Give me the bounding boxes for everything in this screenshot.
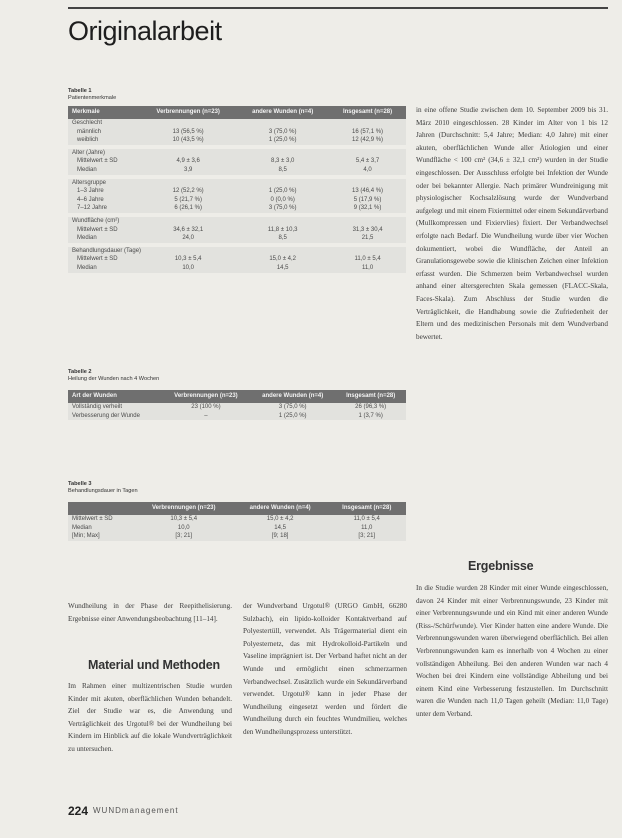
table1-group-row xyxy=(68,149,406,158)
table1-cell: 0 (0,0 %) xyxy=(270,196,295,203)
table-row xyxy=(68,255,406,264)
table3-cell: 14,5 xyxy=(274,524,286,531)
table1-header-cell: Merkmale xyxy=(72,109,100,115)
table2-cell: – xyxy=(204,412,208,419)
table1-cell: 34,6 ± 32,1 xyxy=(173,226,204,233)
table2-body xyxy=(68,403,406,420)
right-column-text xyxy=(416,104,608,529)
table1-cell: 7–12 Jahre xyxy=(77,205,108,212)
table3-cell: 10,0 xyxy=(177,524,190,531)
table1-cell: 3,9 xyxy=(184,166,193,173)
table1-header-cell: andere Wunden (n=4) xyxy=(252,109,314,115)
table1-cell: 12 (52,2 %) xyxy=(172,188,204,195)
table2-caption xyxy=(68,369,159,383)
table1-group-row xyxy=(68,217,406,226)
table1-cell: 6 (26,1 %) xyxy=(174,205,203,212)
table3-header-cell: Insgesamt (n=28) xyxy=(342,505,392,511)
table1-group-row xyxy=(68,179,406,188)
table1-group-gap xyxy=(68,273,406,277)
table1-cell: 5,4 ± 3,7 xyxy=(355,158,380,165)
table1-group-label: Alter (Jahre) xyxy=(72,149,106,156)
table3-caption xyxy=(68,481,138,495)
table1-cell: 3 (75,0 %) xyxy=(268,205,297,212)
table3-cell: 11,0 xyxy=(361,524,373,531)
table-row xyxy=(68,136,406,145)
table-row xyxy=(68,166,406,175)
ergebnisse-heading: Ergebnisse xyxy=(468,559,534,573)
table3-header-cell: Verbrennungen (n=23) xyxy=(151,505,216,511)
table1-group-label: Geschlecht xyxy=(72,120,103,126)
table2 xyxy=(68,390,406,420)
table3-header-row xyxy=(68,502,406,515)
table-row xyxy=(68,532,406,541)
table-row xyxy=(68,157,406,166)
table3-label: Tabelle 3 xyxy=(68,481,92,487)
right-column-paragraph: in eine offene Studie zwischen dem 10. September 2009 bis 31. März 2010 eingeschlossen. 28 Kinder im Alter von 1 bis 12 Jahren (Durchschnitt: 5,4 Jahre; Median: 4,0 Jahre) mit einer akuten, oberflächlichen Wunde aller Ätiologien und einer Wundfläche < 100 cm² (34,6 ± 32,1 cm²) wurden in der Studie eingeschlossen. Der Ausschluss erfolgte bei Infektion der Wunde oder bei bekannter Allergie. Nach primärer Wundreinigung mit physiologischer Kochsalzlösung wurde der Wundverband aufgelegt und mit einem Fixiermittel oder einem Sekundärverband (Mullkompressen und Fixiervlies) fixiert. Der Verbandwechsel erfolgte nach Bedarf. Die Wundheilung wurde über vier Wochen dokumentiert, wobei die Wundfläche, der Anteil an Granulationsgewebe sowie die klinischen Zeichen einer Infektion erfasst wurden. Die Schmerzen beim Verbandwechsel wurden anhand einer altersgerechten Skala gemessen (FLACC-Skala, Faces-Skala). Zum Abschluss der Studie wurden die Verträglichkeit, die Handhabung sowie die Zufriedenheit der Eltern und des medizinischen Personals mit dem Wundverband bewertet. xyxy=(416,106,608,341)
table1-cell: 9 (32,1 %) xyxy=(353,205,382,212)
table1-cell: 16 (57,1 %) xyxy=(352,128,384,135)
table1-header-row xyxy=(68,106,406,119)
table1-cell: 14,5 xyxy=(276,264,289,271)
table3 xyxy=(68,502,406,541)
table1-label: Tabelle 1 xyxy=(68,88,92,94)
table2-cell: Verbesserung der Wunde xyxy=(72,412,140,419)
table1-cell: 10 (43,5 %) xyxy=(172,137,204,144)
table2-header-cell: andere Wunden (n=4) xyxy=(262,393,324,399)
table-row xyxy=(68,515,406,524)
table1-cell: weiblich xyxy=(77,137,99,144)
table1-cell: 1 (25,0 %) xyxy=(268,137,297,144)
table3-body xyxy=(68,515,406,541)
table3-cell: Mittelwert ± SD xyxy=(72,516,113,522)
journal-name: WUNDmanagement xyxy=(93,806,179,815)
table1-cell: Median xyxy=(77,235,97,242)
table1-body xyxy=(68,119,406,277)
table2-cell: Vollständig verheilt xyxy=(72,404,123,410)
bottom-middle-paragraph: der Wundverband Urgotul® (URGO GmbH, 66280 Sulzbach), ein lipido-kolloider Kontaktverband auf Polyestertüll, verwendet. Als Trägermaterial dient ein Polyesternetz, das mit Hydrokolloid-Partikeln und Vaseline imprägniert ist. Der Verband haftet nicht an der Wunde und ermöglicht einen schmerzarmen Verbandwechsel. Zusätzlich wurde ein Sekundärverband verwendet. Urgotul® kann in jeder Phase der Wundheilung eingesetzt werden und fördert die Wundheilung durch ein feuchtes Wundmilieu, welches den Wundheilungsprozess unterstützt. xyxy=(243,602,407,736)
table1-cell: männlich xyxy=(77,128,102,135)
table1-cell: Median xyxy=(77,264,97,271)
table2-header-cell: Insgesamt (n=28) xyxy=(346,393,396,399)
table3-cell: [Min; Max] xyxy=(72,533,100,540)
header-rule xyxy=(68,7,608,9)
table1-cell: 1–3 Jahre xyxy=(77,188,104,195)
table2-caption-text: Heilung der Wunden nach 4 Wochen xyxy=(68,376,160,382)
material-methoden-heading: Material und Methoden xyxy=(88,658,220,672)
table3-cell: [3; 21] xyxy=(175,533,193,540)
table2-cell: 26 (96,3 %) xyxy=(355,404,387,410)
table1-cell: 31,3 ± 30,4 xyxy=(352,226,383,233)
table1-cell: 10,0 xyxy=(182,264,195,271)
table1-cell: 11,0 xyxy=(361,264,374,271)
table1-cell: Mittelwert ± SD xyxy=(77,226,118,233)
table1-header-cell: Insgesamt (n=28) xyxy=(342,109,393,115)
table2-header-row xyxy=(68,390,406,403)
table2-cell: 23 (100 %) xyxy=(191,404,221,410)
table1-caption xyxy=(68,88,116,102)
table1-cell: 5 (17,9 %) xyxy=(353,196,382,203)
table3-cell: [3; 21] xyxy=(358,533,376,540)
table2-cell: 3 (75,0 %) xyxy=(278,404,307,410)
table1-group-row xyxy=(68,247,406,256)
bottom-left-paragraph: Im Rahmen einer multizentrischen Studie wurden Kinder mit akuten, oberflächlichen Wunden behandelt. Ziel der Studie war es, die Anwendung und Verträglichkeit des Urgotul® bei der Wundheilung bei Kindern im Hinblick auf die lokale Wundverträglichkeit zu untersuchen. xyxy=(68,682,232,753)
table1-cell: 3 (75,0 %) xyxy=(268,128,297,135)
table1-group-label: Behandlungsdauer (Tage) xyxy=(72,247,142,254)
ergebnisse-text xyxy=(416,582,608,782)
table1-cell: Median xyxy=(77,166,97,173)
table3-cell: 11,0 ± 5,4 xyxy=(353,516,380,522)
table1-cell: 13 (46,4 %) xyxy=(352,188,384,195)
table3-cell: Median xyxy=(72,524,92,531)
table-row xyxy=(68,128,406,137)
table1-cell: 4,9 ± 3,6 xyxy=(176,158,200,165)
table-row xyxy=(68,264,406,273)
table1-group-row xyxy=(68,119,406,128)
page-number: 224 xyxy=(68,804,89,818)
ergebnisse-paragraph: In die Studie wurden 28 Kinder mit einer Wunde eingeschlossen, davon 24 Kinder mit einer Verbrennungswunde, 23 Kinder mit einer Verbrennungswunde und ein Kind mit einer anderen Wunde (Riss-/Schürfwunde). Vier Kinder hatten eine andere Wunde. Die Verbrennungswunden waren überwiegend oberflächlich. Bei allen Verbrennungswunden kam es innerhalb von 4 Wochen zu einer vollständigen Abheilung. Bei den anderen Wunden war nach 4 Wochen bei drei Kindern eine vollständige Abheilung und bei einem Kind eine Verbesserung festzustellen. Im Durchschnitt waren die Wunden nach 11,0 Tagen geheilt (Median: 11,0 Tage) unter dem Verband. xyxy=(416,584,608,718)
table2-header-cell: Verbrennungen (n=23) xyxy=(174,393,238,399)
table2-label: Tabelle 2 xyxy=(68,369,92,375)
table1-cell: 8,3 ± 3,0 xyxy=(271,158,295,165)
bottom-left-text xyxy=(68,680,232,783)
table-row xyxy=(68,204,406,213)
table-row xyxy=(68,524,406,533)
table3-caption-text: Behandlungsdauer in Tagen xyxy=(68,488,138,494)
bottom-left-intro xyxy=(68,600,232,630)
table2-header-cell: Art der Wunden xyxy=(72,393,117,399)
table1-cell: Mittelwert ± SD xyxy=(77,158,118,165)
table3-header-cell: andere Wunden (n=4) xyxy=(249,505,311,511)
table1-group-label: Wundfläche (cm²) xyxy=(72,217,120,224)
table3-cell: [9; 18] xyxy=(271,533,289,540)
table1-cell: 15,0 ± 4,2 xyxy=(269,256,296,263)
table3-cell: 15,0 ± 4,2 xyxy=(266,516,294,522)
table3-cell: 10,3 ± 5,4 xyxy=(170,516,198,522)
table1-cell: 4,0 xyxy=(363,166,372,173)
table1-cell: Mittelwert ± SD xyxy=(77,256,118,263)
table3-header-cell xyxy=(68,502,135,515)
table-row xyxy=(68,187,406,196)
table1-caption-text: Patientenmerkmale xyxy=(68,95,117,101)
table1-cell: 21,5 xyxy=(361,235,374,242)
table1-cell: 8,5 xyxy=(278,235,287,242)
table1-cell: 8,5 xyxy=(278,166,287,173)
table1-cell: 4–6 Jahre xyxy=(77,196,104,203)
table1-header-cell: Verbrennungen (n=23) xyxy=(156,109,220,115)
table1-cell: 1 (25,0 %) xyxy=(268,188,297,195)
table1-cell: 10,3 ± 5,4 xyxy=(174,256,202,263)
table-row xyxy=(68,403,406,412)
table1 xyxy=(68,106,406,277)
table1-cell: 11,8 ± 10,3 xyxy=(267,226,298,233)
bottom-left-intro-paragraph: Wundheilung in der Phase der Reepithelisierung. Ergebnisse einer Anwendungsbeobachtung [11–14]. xyxy=(68,602,232,623)
table1-cell: 11,0 ± 5,4 xyxy=(354,256,381,263)
table1-cell: 5 (21,7 %) xyxy=(174,196,203,203)
table1-group-label: Altersgruppe xyxy=(72,179,107,186)
table-row xyxy=(68,412,406,421)
table1-cell: 24,0 xyxy=(182,235,195,242)
table1-cell: 12 (42,9 %) xyxy=(352,137,384,144)
page-title: Originalarbeit xyxy=(68,16,222,46)
bottom-middle-text xyxy=(243,600,407,783)
table-row xyxy=(68,196,406,205)
table2-cell: 1 (25,0 %) xyxy=(278,412,307,419)
table2-cell: 1 (3,7 %) xyxy=(358,412,383,419)
table-row xyxy=(68,234,406,243)
table-row xyxy=(68,226,406,235)
table1-cell: 13 (56,5 %) xyxy=(172,128,204,135)
